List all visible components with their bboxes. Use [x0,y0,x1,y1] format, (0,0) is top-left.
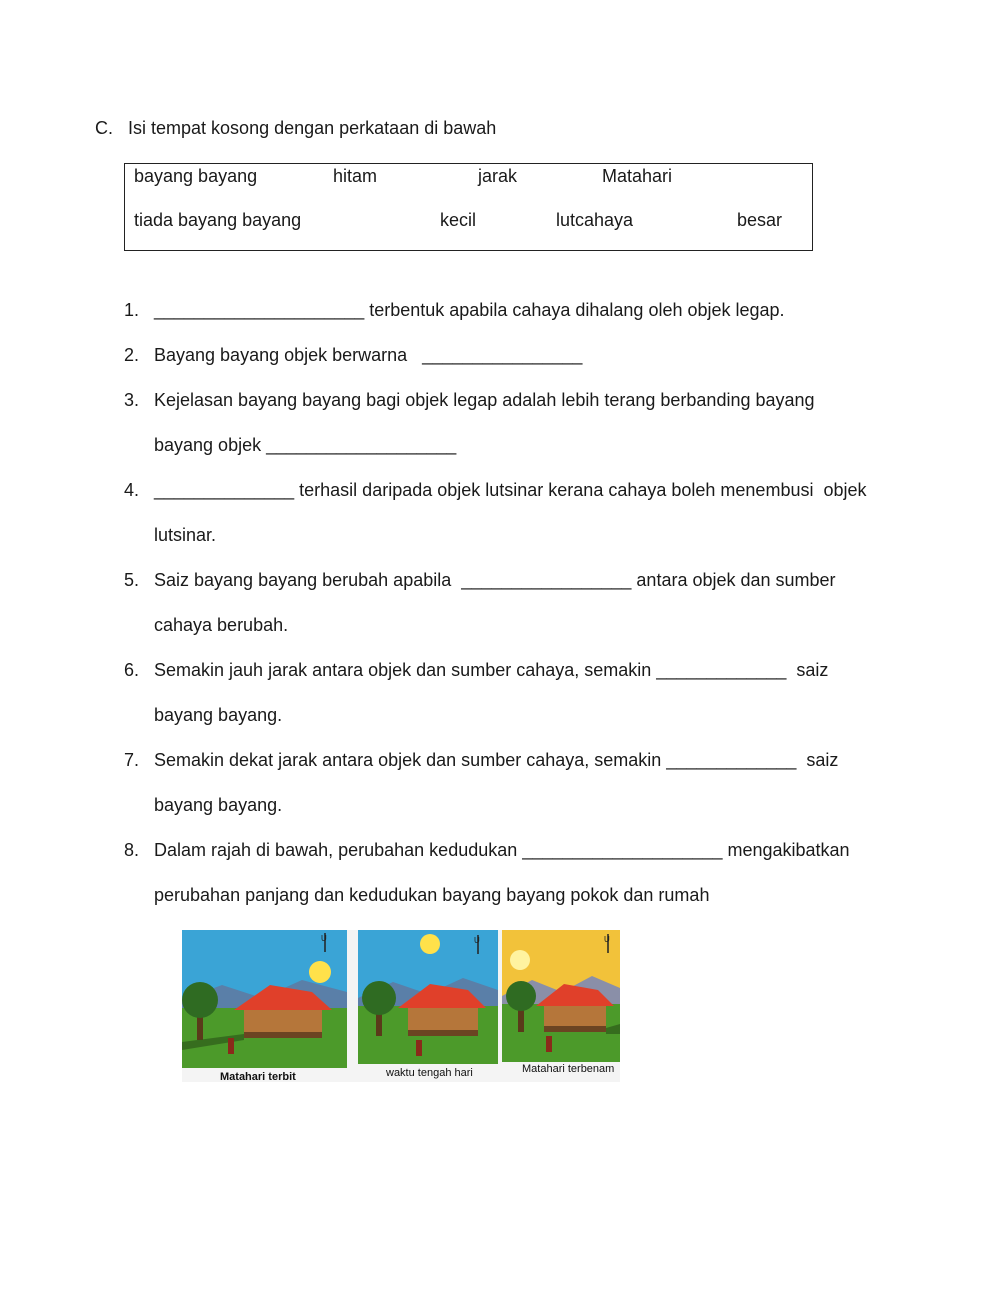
compass-letter: U [321,934,327,943]
section-letter: C. [95,118,113,138]
sun-position-figure [182,930,620,1082]
compass-letter: U [474,936,480,945]
question-number: 1. [124,300,140,320]
question-text: Bayang bayang objek berwarna ________________ [154,345,583,365]
question-text: ______________ terhasil daripada objek lutsinar kerana cahaya boleh menembusi objek [154,480,867,500]
house-stilts [408,1030,478,1036]
question-number: 5. [124,570,140,590]
word-bank-item[interactable]: lutcahaya [556,210,634,230]
question-number: 8. [124,840,140,860]
question-number: 4. [124,480,140,500]
house-stilts [544,1026,606,1032]
child-figure [228,1038,234,1054]
question-text: Saiz bayang bayang berubah apabila _________________ antara objek dan sumber [154,570,836,590]
word-bank-item[interactable]: Matahari [602,166,673,186]
caption-sunset: Matahari terbenam [522,1063,615,1075]
child-figure [416,1040,422,1056]
scene-sunrise [182,930,347,1082]
question-text-continued: perubahan panjang dan kedudukan bayang bayang pokok dan rumah [154,885,710,905]
word-bank-item[interactable]: hitam [333,166,378,186]
house-wall [544,1006,606,1026]
tree-crown [362,981,396,1015]
question-text: _____________________ terbentuk apabila cahaya dihalang oleh objek legap. [154,300,785,320]
word-bank-item[interactable]: tiada bayang bayang [134,210,302,230]
house-wall [408,1008,478,1030]
question-text-continued: lutsinar. [154,525,217,545]
question-number: 2. [124,345,140,365]
question-number: 6. [124,660,140,680]
question-text: Semakin dekat jarak antara objek dan sumber cahaya, semakin _____________ saiz [154,750,839,770]
question-text-continued: bayang bayang. [154,705,283,725]
tree-crown [182,982,218,1018]
house-stilts [244,1032,322,1038]
house-wall [244,1010,322,1032]
word-bank-item[interactable]: kecil [440,210,477,230]
question-text: Dalam rajah di bawah, perubahan kedudukan ____________________ mengakibatkan [154,840,850,860]
word-bank-box [124,163,813,251]
section-title [95,118,496,139]
question-number: 7. [124,750,140,770]
question-text-continued: cahaya berubah. [154,615,289,635]
question-text-continued: bayang bayang. [154,795,283,815]
compass-letter: U [604,935,610,944]
sun-icon [420,934,440,954]
question-text-continued: bayang objek ___________________ [154,435,457,455]
word-bank-item[interactable]: jarak [478,166,518,186]
question-text: Kejelasan bayang bayang bagi objek legap adalah lebih terang berbanding bayang [154,390,815,410]
sun-position-illustration [182,930,620,1082]
word-bank-item[interactable]: bayang bayang [134,166,258,186]
word-bank-item[interactable]: besar [737,210,783,230]
caption-midday: waktu tengah hari [386,1067,473,1079]
caption-sunrise: Matahari terbit [220,1071,296,1082]
section-instruction: Isi tempat kosong dengan perkataan di bawah [128,118,497,138]
child-figure [546,1036,552,1052]
sun-icon [309,961,331,983]
tree-crown [506,981,536,1011]
scene-sunset [502,930,620,1082]
scene-midday [358,930,498,1082]
question-number: 3. [124,390,140,410]
sun-icon [510,950,530,970]
question-text: Semakin jauh jarak antara objek dan sumber cahaya, semakin _____________ saiz [154,660,829,680]
